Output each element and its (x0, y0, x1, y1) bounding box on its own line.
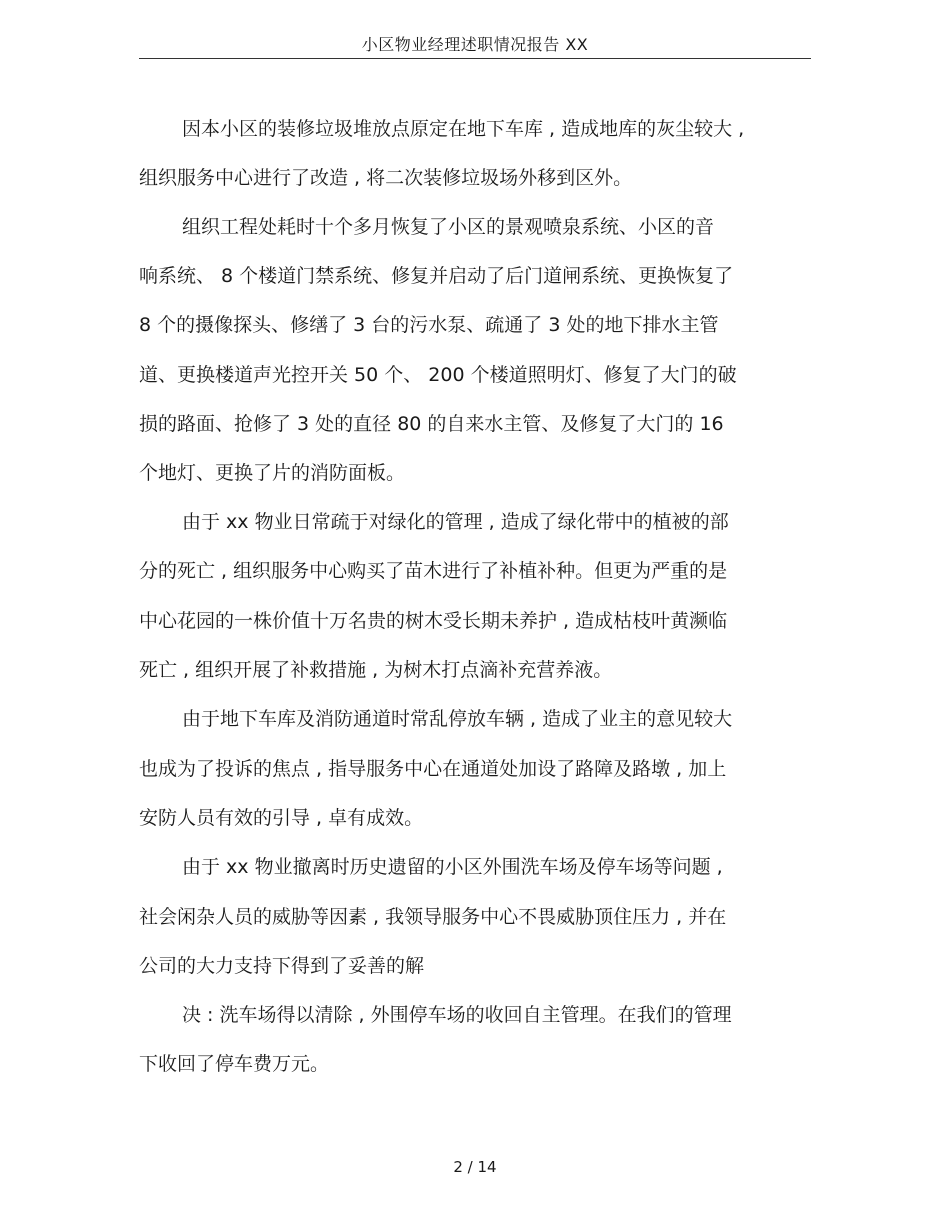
page-header-title: 小区物业经理述职情况报告 XX (139, 32, 811, 59)
body-line: 由于地下车库及消防通道时常乱停放车辆 , 造成了业主的意见较大 (182, 708, 733, 730)
body-line: 由于 xx 物业撤离时历史遗留的小区外围洗车场及停车场等问题 , (182, 856, 723, 878)
body-line: 分的死亡 , 组织服务中心购买了苗木进行了补植补种。但更为严重的是 (139, 560, 728, 582)
body-line: 决 : 洗车场得以清除 , 外围停车场的收回自主管理。在我们的管理 (182, 1004, 732, 1026)
page-number: 2 / 14 (453, 1158, 497, 1176)
body-line: 也成为了投诉的焦点 , 指导服务中心在通道处加设了路障及路墩 , 加上 (139, 758, 727, 780)
body-line: 损的路面、抢修了 3 处的直径 80 的自来水主管、及修复了大门的 16 (139, 413, 724, 435)
body-line: 由于 xx 物业日常疏于对绿化的管理 , 造成了绿化带中的植被的部 (182, 511, 729, 533)
body-line: 组织工程处耗时十个多月恢复了小区的景观喷泉系统、小区的音 (182, 216, 715, 238)
body-line: 中心花园的一株价值十万名贵的树木受长期未养护 , 造成枯枝叶黄濒临 (139, 610, 728, 632)
body-line: 道、更换楼道声光控开关 50 个、 200 个楼道照明灯、修复了大门的破 (139, 364, 737, 386)
body-line: 8 个的摄像探头、修缮了 3 台的污水泵、疏通了 3 处的地下排水主管 (139, 314, 719, 336)
body-line: 安防人员有效的引导 , 卓有成效。 (139, 807, 424, 829)
body-line: 组织服务中心进行了改造 , 将二次装修垃圾场外移到区外。 (139, 167, 633, 189)
body-line: 下收回了停车费万元。 (139, 1053, 330, 1075)
body-line: 因本小区的装修垃圾堆放点原定在地下车库 , 造成地库的灰尘较大 , (182, 118, 745, 140)
body-line: 公司的大力支持下得到了妥善的解 (139, 955, 425, 977)
body-line: 死亡 , 组织开展了补救措施 , 为树木打点滴补充营养液。 (139, 659, 613, 681)
body-line: 响系统、 8 个楼道门禁系统、修复并启动了后门道闸系统、更换恢复了 (139, 265, 734, 287)
body-line: 个地灯、更换了片的消防面板。 (139, 462, 406, 484)
body-line: 社会闲杂人员的威胁等因素 , 我领导服务中心不畏威胁顶住压力 , 并在 (139, 906, 727, 928)
